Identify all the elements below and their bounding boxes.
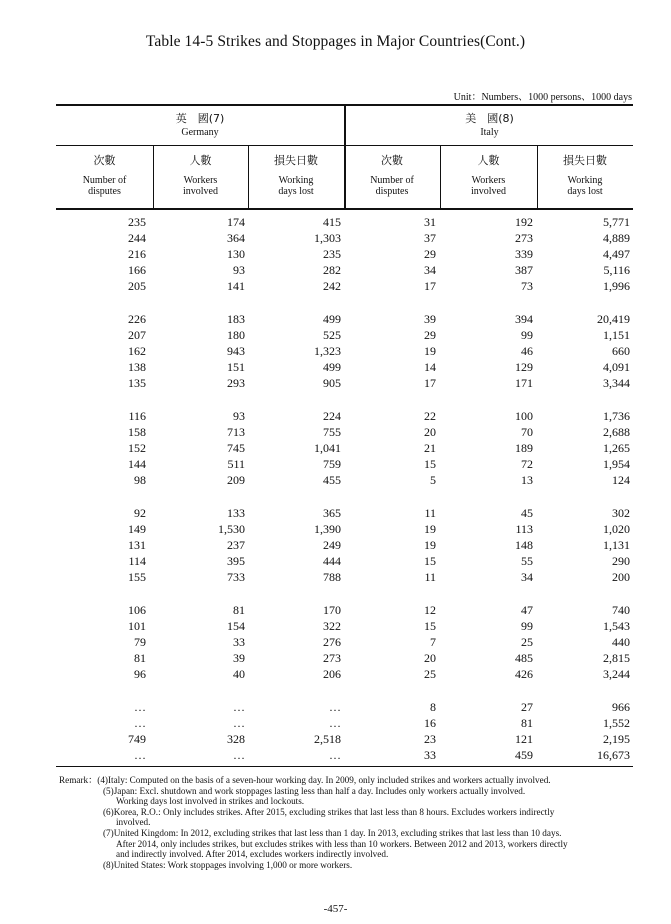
table-cell: 121: [515, 732, 533, 746]
table-cell: 322: [323, 619, 341, 633]
table-cell: 98: [134, 473, 146, 487]
table-cell: 440: [612, 635, 630, 649]
table-cell: 1,996: [603, 279, 630, 293]
table-cell: 276: [323, 635, 341, 649]
table-cell: 151: [227, 360, 245, 374]
table-cell: 92: [134, 506, 146, 520]
table-cell: 180: [227, 328, 245, 342]
country-zh: 美 國(8): [465, 112, 514, 125]
column-header-zh: 次數: [381, 154, 403, 167]
table-cell: 749: [128, 732, 146, 746]
table-cell: 302: [612, 506, 630, 520]
table-cell: 2,195: [603, 732, 630, 746]
table-cell: 237: [227, 538, 245, 552]
table-cell: 713: [227, 425, 245, 439]
column-header-zh: 人數: [477, 154, 500, 167]
table-cell: …: [233, 748, 245, 762]
table-cell: 426: [515, 667, 533, 681]
table-cell: 1,543: [603, 619, 630, 633]
table-cell: 365: [323, 506, 341, 520]
table-cell: 124: [612, 473, 630, 487]
table-cell: 207: [128, 328, 146, 342]
table-cell: 1,265: [603, 441, 630, 455]
table-cell: 905: [323, 376, 341, 390]
table-cell: 155: [128, 570, 146, 584]
table-cell: 183: [227, 312, 245, 326]
table-cell: 154: [227, 619, 245, 633]
remark-line: After 2014, only includes strikes, but excludes strikes with less than 10 workers. Between 2012 and 2013, workers directly: [116, 838, 568, 849]
table-cell: 759: [323, 457, 341, 471]
table-cell: 19: [424, 344, 436, 358]
table-cell: 966: [612, 700, 630, 714]
table-cell: 39: [233, 651, 245, 665]
table-cell: 129: [515, 360, 533, 374]
remark-line: (6)Korea, R.O.: Only includes strikes. After 2015, excluding strikes that last less than 8 hours. Excludes workers indirectly: [103, 806, 555, 817]
remark-line: (8)United States: Work stoppages involving 1,000 or more workers.: [103, 859, 353, 870]
table-cell: 31: [424, 215, 436, 229]
table-cell: 20: [424, 651, 436, 665]
table-cell: 20: [424, 425, 436, 439]
table-cell: …: [134, 716, 146, 730]
table-cell: 733: [227, 570, 245, 584]
table-cell: 755: [323, 425, 341, 439]
table-cell: 15: [424, 619, 436, 633]
table-cell: 23: [424, 732, 436, 746]
table-cell: 788: [323, 570, 341, 584]
table-cell: 27: [521, 700, 533, 714]
column-header-en: days lost: [567, 186, 603, 197]
table-cell: 33: [424, 748, 436, 762]
table-cell: 5,116: [603, 263, 630, 277]
table-cell: 79: [134, 635, 146, 649]
table-cell: 1,323: [314, 344, 341, 358]
column-header-zh: 損失日數: [274, 154, 318, 167]
table-cell: 459: [515, 748, 533, 762]
table-cell: 22: [424, 409, 436, 423]
column-header-zh: 次數: [93, 154, 116, 167]
table-cell: 1,552: [603, 716, 630, 730]
table-cell: 34: [424, 263, 436, 277]
table-cell: 33: [233, 635, 245, 649]
column-header-en: Number of: [82, 175, 127, 186]
table-cell: 660: [612, 344, 630, 358]
remarks-block: [59, 775, 649, 870]
table-cell: 106: [128, 603, 146, 617]
table-cell: 81: [134, 651, 146, 665]
table-cell: 100: [515, 409, 533, 423]
table-cell: 1,390: [314, 522, 341, 536]
table-cell: 55: [521, 554, 533, 568]
table-cell: 1,151: [603, 328, 630, 342]
column-header-zh: 人數: [189, 154, 212, 167]
country-en: Italy: [480, 127, 499, 138]
column-header: [56, 154, 153, 197]
table-cell: 17: [424, 279, 436, 293]
table-cell: 17: [424, 376, 436, 390]
table-cell: 525: [323, 328, 341, 342]
column-header-en: Working: [567, 175, 603, 186]
table-cell: 93: [233, 409, 245, 423]
table-cell: 282: [323, 263, 341, 277]
table-cell: 99: [521, 328, 533, 342]
remark-line: Remark：(4)Italy: Computed on the basis of a seven-hour working day. In 2009, only included strikes and workers actually involved.: [59, 775, 551, 785]
table-cell: 21: [424, 441, 436, 455]
table-cell: 15: [424, 554, 436, 568]
remark-line: (5)Japan: Excl. shutdown and work stoppages lasting less than half a day. Includes only workers actually involved.: [103, 785, 526, 796]
column-header: [153, 154, 248, 197]
table-cell: 19: [424, 522, 436, 536]
unit-note: Unit：Numbers、1000 persons、1000 days: [453, 92, 632, 103]
table-cell: 81: [233, 603, 245, 617]
table-cell: …: [329, 716, 341, 730]
table-cell: 8: [430, 700, 436, 714]
table-cell: 73: [521, 279, 533, 293]
table-cell: 205: [128, 279, 146, 293]
table-cell: 166: [128, 263, 146, 277]
table-cell: 235: [323, 247, 341, 261]
table-cell: 3,344: [603, 376, 630, 390]
column-header: [344, 154, 440, 197]
table-cell: 29: [424, 247, 436, 261]
remark-line: (7)United Kingdom: In 2012, excluding strikes that last less than 1 day. In 2013, excluding strikes that last less than 10 days.: [103, 827, 562, 838]
table-cell: 1,736: [603, 409, 630, 423]
table-cell: 206: [323, 667, 341, 681]
table-cell: 1,530: [218, 522, 245, 536]
table-cell: 242: [323, 279, 341, 293]
table-cell: 1,954: [603, 457, 630, 471]
remark-line: and indirectly involved. After 2014, excludes workers indirectly involved.: [116, 849, 389, 860]
table-cell: 1,131: [603, 538, 630, 552]
table-cell: 130: [227, 247, 245, 261]
table-cell: 13: [521, 473, 533, 487]
table-cell: 101: [128, 619, 146, 633]
country-header-left: [56, 112, 344, 138]
table-cell: 116: [128, 409, 146, 423]
table-cell: 15: [424, 457, 436, 471]
table-cell: 1,303: [314, 231, 341, 245]
table-cell: 415: [323, 215, 341, 229]
table-cell: 2,518: [314, 732, 341, 746]
table-cell: 47: [521, 603, 533, 617]
table-cell: 45: [521, 506, 533, 520]
table-cell: 249: [323, 538, 341, 552]
remark-line: Working days lost involved in strikes and lockouts.: [116, 796, 305, 807]
table-cell: 133: [227, 506, 245, 520]
table-cell: …: [233, 700, 245, 714]
table-cell: 99: [521, 619, 533, 633]
table-cell: 1,041: [314, 441, 341, 455]
table-cell: 395: [227, 554, 245, 568]
table-cell: 39: [424, 312, 436, 326]
table-bottom-rule: [56, 766, 633, 767]
column-header: [440, 154, 537, 197]
table-cell: 20,419: [597, 312, 630, 326]
table-cell: 149: [128, 522, 146, 536]
table-cell: …: [134, 700, 146, 714]
table-cell: 2,688: [603, 425, 630, 439]
table-cell: 192: [515, 215, 533, 229]
table-cell: 14: [424, 360, 436, 374]
table-cell: 290: [612, 554, 630, 568]
table-cell: 511: [227, 457, 245, 471]
table-cell: 70: [521, 425, 533, 439]
table-cell: …: [233, 716, 245, 730]
table-cell: 499: [323, 312, 341, 326]
table-cell: 226: [128, 312, 146, 326]
table-cell: 16,673: [597, 748, 630, 762]
table-cell: 328: [227, 732, 245, 746]
table-cell: 3,244: [603, 667, 630, 681]
table-cell: 485: [515, 651, 533, 665]
table-cell: 394: [515, 312, 533, 326]
table-cell: 209: [227, 473, 245, 487]
table-cell: 148: [515, 538, 533, 552]
table-cell: 29: [424, 328, 436, 342]
table-cell: 37: [424, 231, 436, 245]
table-cell: 174: [227, 215, 245, 229]
table-cell: 235: [128, 215, 146, 229]
table-cell: 273: [515, 231, 533, 245]
table-cell: 131: [128, 538, 146, 552]
table-cell: 138: [128, 360, 146, 374]
table-cell: 5: [430, 473, 436, 487]
page-title: Table 14-5 Strikes and Stoppages in Major Countries(Cont.): [145, 33, 526, 50]
column-header-en: involved: [471, 186, 506, 197]
country-header-right: [346, 112, 633, 138]
table-cell: 40: [233, 667, 245, 681]
table-cell: 25: [424, 667, 436, 681]
table-cell: …: [329, 748, 341, 762]
table-cell: 273: [323, 651, 341, 665]
table-cell: 114: [128, 554, 146, 568]
table-cell: 2,815: [603, 651, 630, 665]
table-cell: 170: [323, 603, 341, 617]
table-cell: 16: [424, 716, 436, 730]
column-header: [537, 154, 633, 197]
table-cell: 189: [515, 441, 533, 455]
country-en: Germany: [181, 127, 219, 138]
table-cell: 4,497: [603, 247, 630, 261]
table-cell: 4,889: [603, 231, 630, 245]
table-cell: 19: [424, 538, 436, 552]
table-cell: 162: [128, 344, 146, 358]
table-cell: 34: [521, 570, 533, 584]
table-cell: 444: [323, 554, 341, 568]
column-header-en: disputes: [375, 186, 409, 197]
table-cell: 5,771: [603, 215, 630, 229]
page-number: -457-: [323, 903, 348, 915]
table-cell: 339: [515, 247, 533, 261]
column-header-zh: 損失日數: [563, 154, 607, 167]
table-cell: 11: [424, 506, 436, 520]
table-cell: 1,020: [603, 522, 630, 536]
column-header-en: Workers: [471, 175, 506, 186]
column-header: [248, 154, 344, 197]
table-cell: 144: [128, 457, 146, 471]
table-cell: 745: [227, 441, 245, 455]
table-cell: 93: [233, 263, 245, 277]
table-cell: 81: [521, 716, 533, 730]
table-cell: 224: [323, 409, 341, 423]
table-cell: 387: [515, 263, 533, 277]
table-cell: 12: [424, 603, 436, 617]
table-cell: 4,091: [603, 360, 630, 374]
table-cell: 293: [227, 376, 245, 390]
table-cell: 96: [134, 667, 146, 681]
table-cell: 46: [521, 344, 533, 358]
column-header-en: Working: [278, 175, 314, 186]
table-cell: …: [329, 700, 341, 714]
table-cell: 152: [128, 441, 146, 455]
table-cell: 141: [227, 279, 245, 293]
table-cell: 216: [128, 247, 146, 261]
table-cell: 455: [323, 473, 341, 487]
table-cell: 25: [521, 635, 533, 649]
country-zh: 英 國(7): [175, 112, 225, 125]
column-header-en: days lost: [278, 186, 314, 197]
column-header-en: Number of: [370, 175, 414, 186]
table-cell: 158: [128, 425, 146, 439]
column-header-en: disputes: [88, 186, 121, 197]
remark-line: involved.: [116, 817, 151, 828]
table-cell: 11: [424, 570, 436, 584]
table-cell: 7: [430, 635, 436, 649]
table-cell: 499: [323, 360, 341, 374]
table-cell: 244: [128, 231, 146, 245]
table-cell: …: [134, 748, 146, 762]
table-cell: 364: [227, 231, 245, 245]
column-header-en: involved: [183, 186, 218, 197]
table-cell: 740: [612, 603, 630, 617]
table-cell: 171: [515, 376, 533, 390]
table-cell: 943: [227, 344, 245, 358]
table-cell: 135: [128, 376, 146, 390]
table-cell: 113: [515, 522, 533, 536]
column-header-en: Workers: [183, 175, 218, 186]
table-cell: 200: [612, 570, 630, 584]
table-cell: 72: [521, 457, 533, 471]
